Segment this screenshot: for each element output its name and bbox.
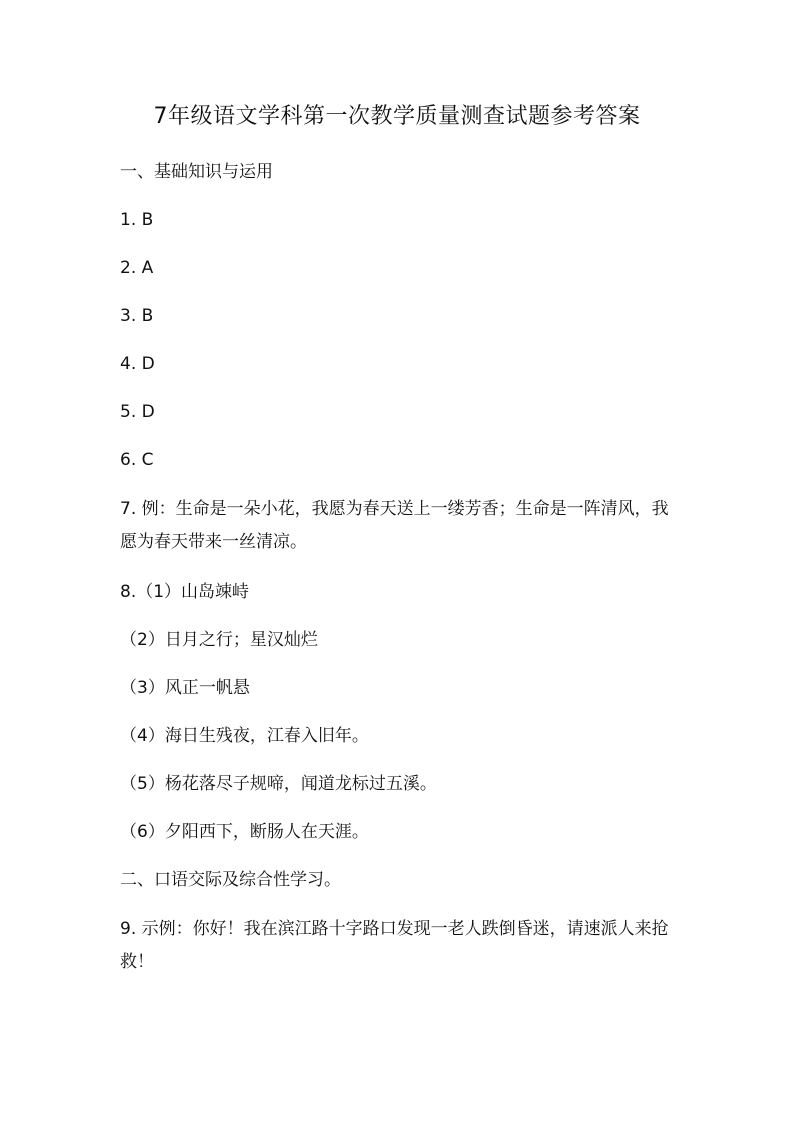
answer-7: 7. 例：生命是一朵小花，我愿为春天送上一缕芳香；生命是一阵清风，我愿为春天带来一丝清凉。: [120, 499, 669, 552]
answer-9: 9. 示例：你好！我在滨江路十字路口发现一老人跌倒昏迷，请速派人来抢救！: [120, 919, 669, 972]
answer-item: 2. A: [120, 258, 154, 278]
answer-item: 4. D: [120, 354, 155, 374]
answer-8-line: （2）日月之行；星汉灿烂: [120, 630, 318, 650]
answer-8-line: （3）风正一帆悬: [120, 678, 250, 698]
answer-8-line: （4）海日生残夜，江春入旧年。: [120, 726, 369, 746]
answer-item: 1. B: [120, 210, 154, 230]
section-heading-1: 一、基础知识与运用: [120, 162, 273, 182]
answer-8-line: （6）夕阳西下，断肠人在天涯。: [120, 822, 369, 842]
section-heading-2: 二、口语交际及综合性学习。: [120, 870, 341, 890]
answer-item: 6. C: [120, 450, 154, 470]
answer-8-line: （5）杨花落尽子规啼，闻道龙标过五溪。: [120, 774, 437, 794]
document-title: 7年级语文学科第一次教学质量测查试题参考答案: [153, 104, 641, 129]
answer-item: 3. B: [120, 306, 154, 326]
answer-item: 5. D: [120, 402, 155, 422]
answer-8-line: 8.（1）山岛竦峙: [120, 582, 250, 602]
